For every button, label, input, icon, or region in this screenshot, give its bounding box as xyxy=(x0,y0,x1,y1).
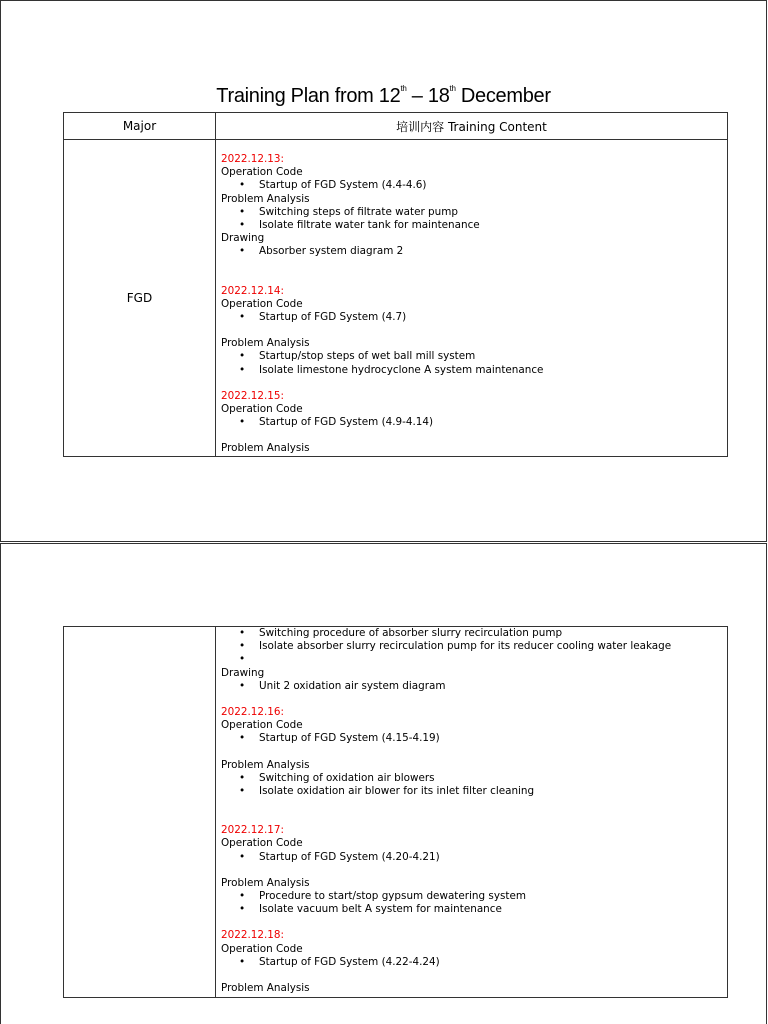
list-item: • Switching steps of filtrate water pump xyxy=(239,206,727,219)
date-label: 2022.12.16: xyxy=(221,706,284,719)
list-item: • Startup of FGD System (4.9-4.14) xyxy=(239,416,727,429)
list-item: • Startup of FGD System (4.20-4.21) xyxy=(239,851,727,864)
date-label: 2022.12.15: xyxy=(221,389,284,402)
list-item: • Switching procedure of absorber slurry recirculation pump xyxy=(239,627,727,640)
document-page-2 xyxy=(0,543,767,1024)
section-label: Problem Analysis xyxy=(221,876,310,889)
header-major: Major xyxy=(64,113,216,140)
title-text: December xyxy=(455,85,551,107)
section-label: Problem Analysis xyxy=(221,192,310,205)
section-label: Problem Analysis xyxy=(221,442,310,455)
bullet-list xyxy=(221,245,727,258)
training-table xyxy=(63,112,728,457)
date-label: 2022.12.13: xyxy=(221,153,284,165)
bullet-list xyxy=(221,732,727,745)
section-label: Operation Code xyxy=(221,297,303,310)
list-item: • Isolate absorber slurry recirculation pump for its reducer cooling water leakage xyxy=(239,640,727,653)
list-item: • Startup of FGD System (4.15-4.19) xyxy=(239,732,727,745)
list-item: • Isolate filtrate water tank for maintenance xyxy=(239,219,727,232)
section-label: Drawing xyxy=(221,232,265,245)
content-cell xyxy=(216,140,728,457)
bullet-list xyxy=(221,179,727,192)
list-item: • Isolate limestone hydrocyclone A system maintenance xyxy=(239,364,727,377)
bullet-list xyxy=(221,851,727,864)
date-label: 2022.12.18: xyxy=(221,929,284,942)
section-label: Operation Code xyxy=(221,166,303,179)
bullet-list xyxy=(221,956,727,969)
table-row xyxy=(64,140,728,457)
list-item: • Isolate vacuum belt A system for maintenance xyxy=(239,903,727,916)
bullet-list xyxy=(221,890,727,916)
bullet-list xyxy=(221,627,727,667)
content-cell xyxy=(216,627,728,998)
list-item: • Startup of FGD System (4.22-4.24) xyxy=(239,956,727,969)
page-title xyxy=(1,85,766,108)
section-label: Operation Code xyxy=(221,403,303,416)
date-label: 2022.12.14: xyxy=(221,284,284,297)
major-cell xyxy=(64,627,216,998)
bullet-list xyxy=(221,680,727,693)
table-header-row xyxy=(64,113,728,140)
section-label: Problem Analysis xyxy=(221,758,310,771)
table-row xyxy=(64,627,728,998)
list-item: • Procedure to start/stop gypsum dewatering system xyxy=(239,890,727,903)
header-training-content: 培训内容 Training Content xyxy=(216,113,728,140)
list-item: • Startup of FGD System (4.4-4.6) xyxy=(239,179,727,192)
title-superscript: th xyxy=(400,84,407,93)
bullet-list xyxy=(221,350,727,376)
section-label: Operation Code xyxy=(221,837,303,850)
major-cell: FGD xyxy=(64,140,216,457)
list-item: • Absorber system diagram 2 xyxy=(239,245,727,258)
training-table-continued xyxy=(63,626,728,998)
bullet-list xyxy=(221,772,727,798)
date-label: 2022.12.17: xyxy=(221,824,284,837)
section-label: Problem Analysis xyxy=(221,982,310,995)
list-item: • Unit 2 oxidation air system diagram xyxy=(239,680,727,693)
section-label: Operation Code xyxy=(221,942,303,955)
section-label: Problem Analysis xyxy=(221,337,310,350)
list-item: • Startup of FGD System (4.7) xyxy=(239,311,727,324)
bullet-list xyxy=(221,206,727,232)
bullet-list xyxy=(221,416,727,429)
section-label: Operation Code xyxy=(221,719,303,732)
list-item: • Isolate oxidation air blower for its inlet filter cleaning xyxy=(239,785,727,798)
bullet-list xyxy=(221,311,727,324)
title-superscript: th xyxy=(449,84,456,93)
list-item: • Startup/stop steps of wet ball mill system xyxy=(239,350,727,363)
section-label: Drawing xyxy=(221,666,265,679)
list-item xyxy=(239,653,727,666)
list-item: • Switching of oxidation air blowers xyxy=(239,772,727,785)
title-text: – 18 xyxy=(406,85,450,107)
title-text: Training Plan from 12 xyxy=(216,85,401,107)
